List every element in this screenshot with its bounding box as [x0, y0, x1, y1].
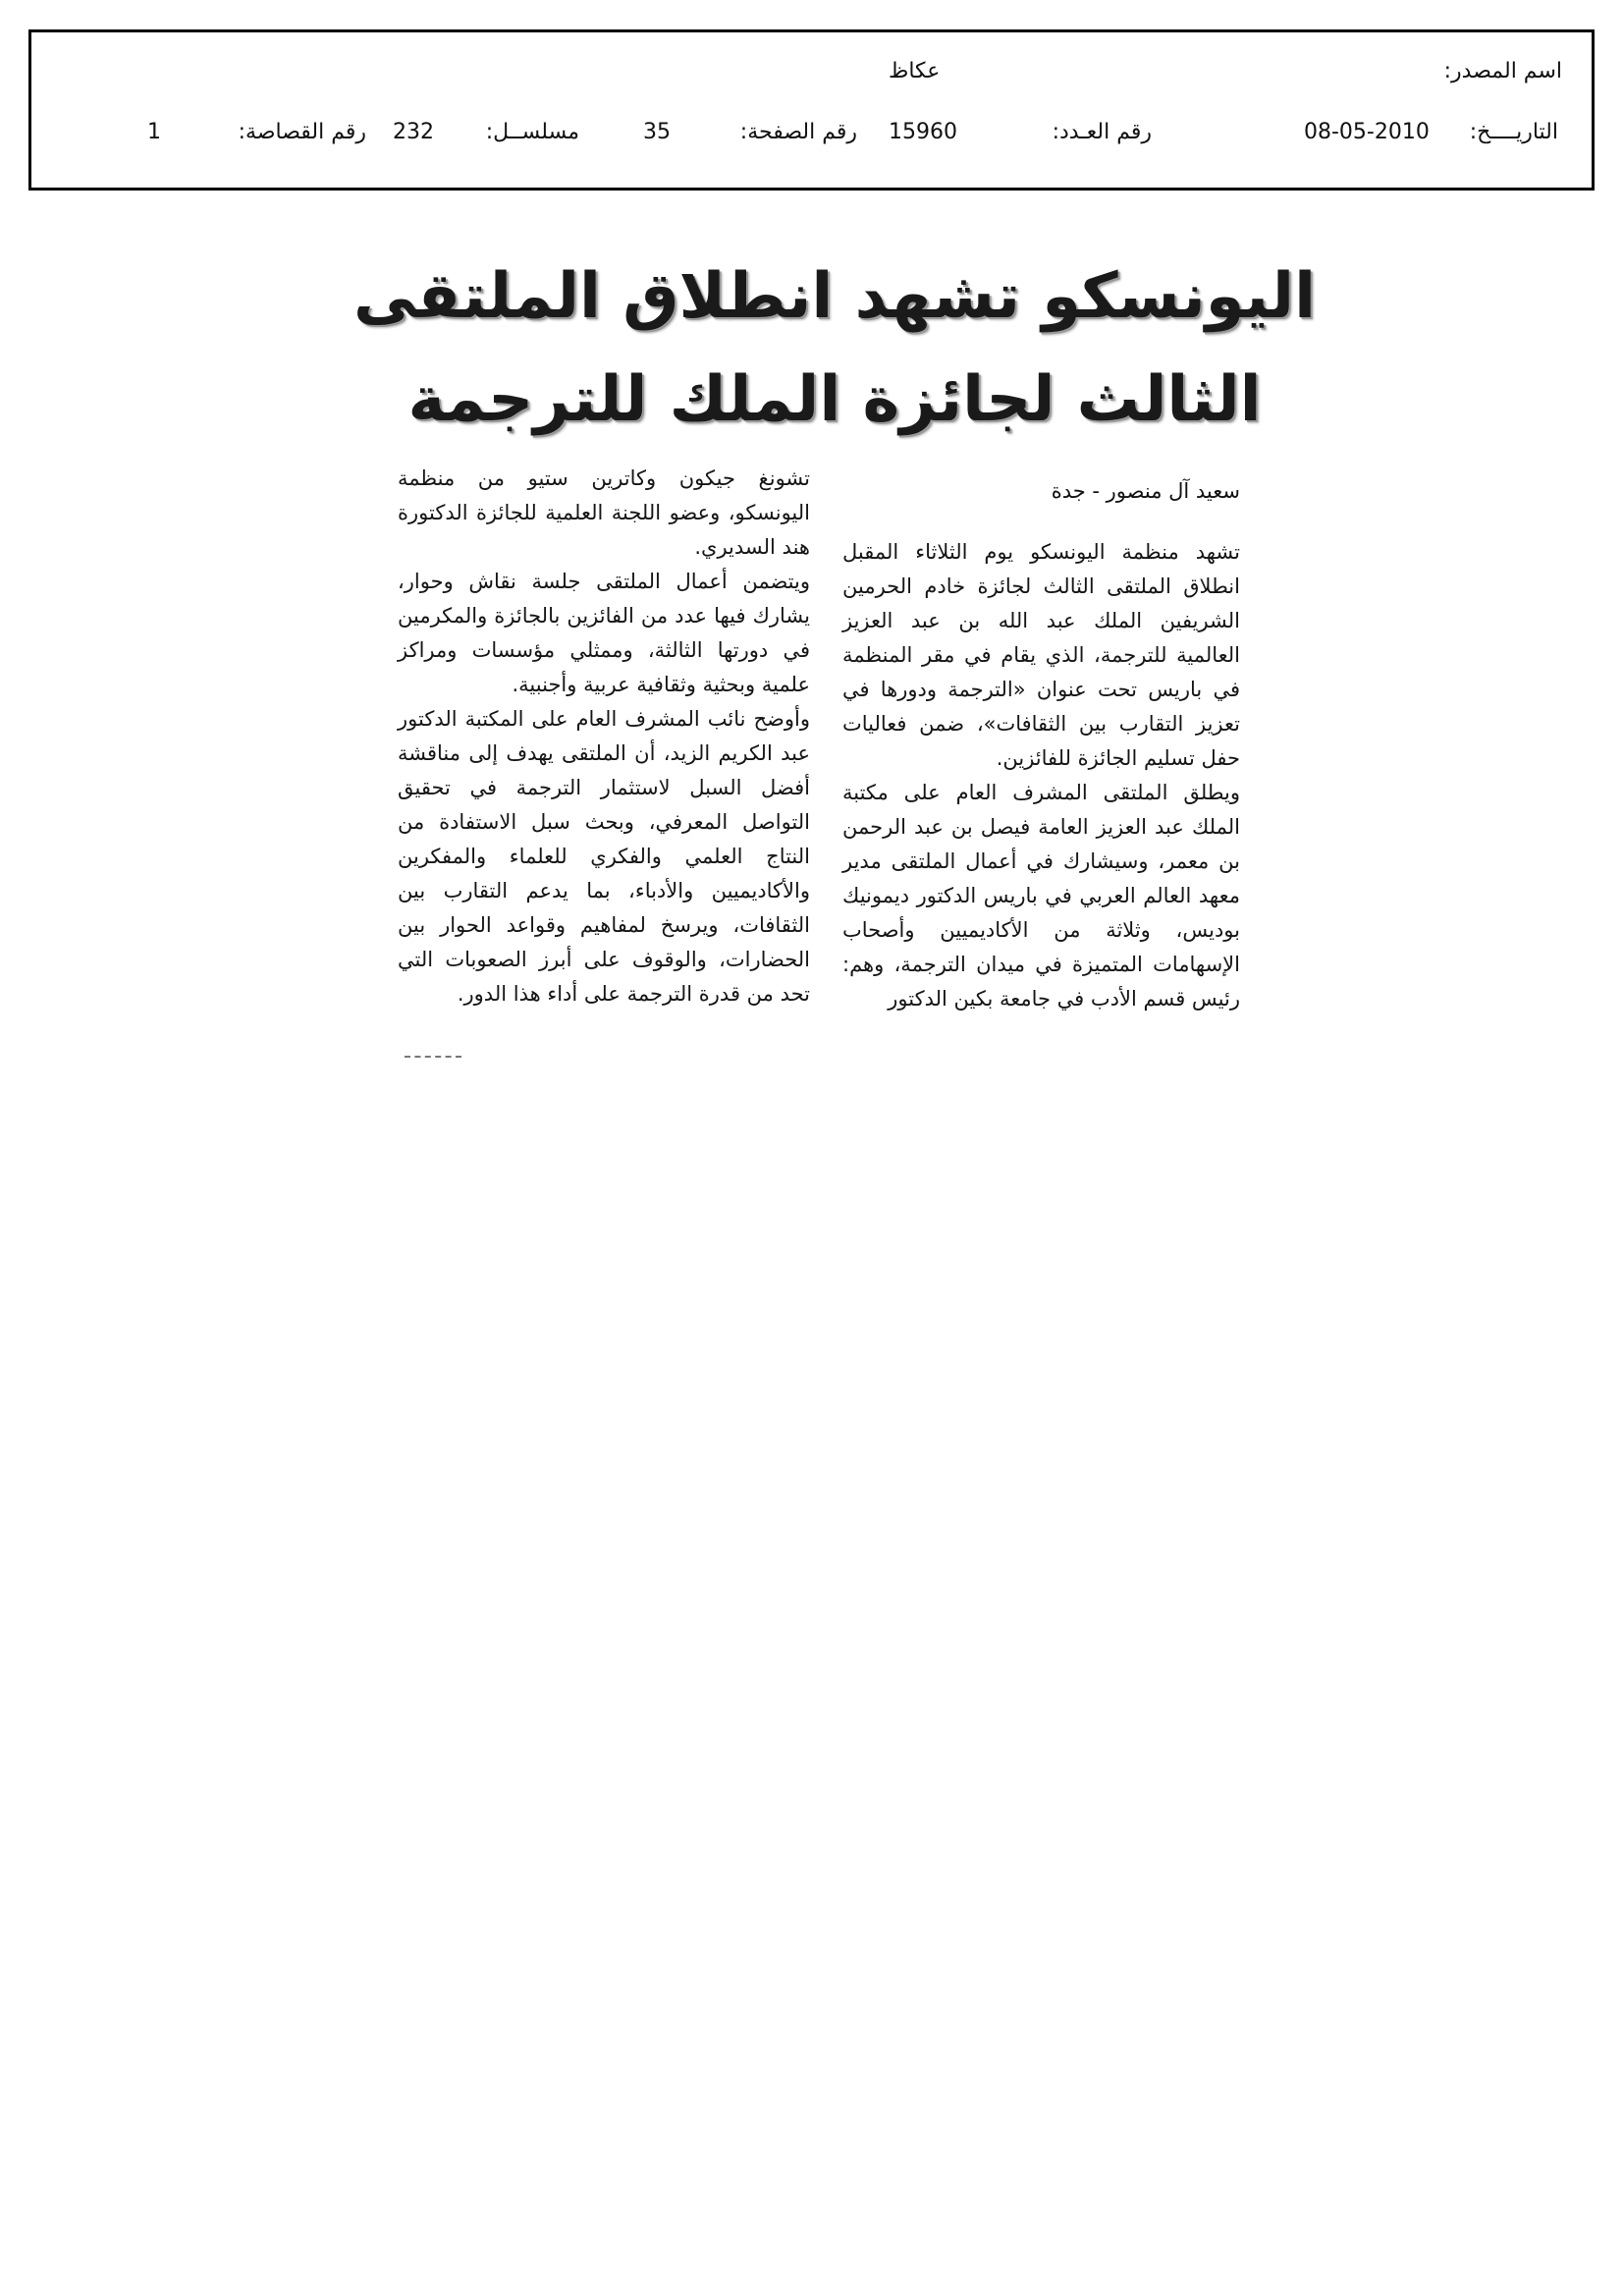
headline-line-2: الثالث لجائزة الملك للترجمة [407, 363, 1262, 436]
paragraph: وأوضح نائب المشرف العام على المكتبة الدكتور عبد الكريم الزيد، أن الملتقى يهدف إلى مناقشة أفضل السبل لاستثمار الترجمة في تحقيق التواصل المعرفي، وبحث سبل الاستفادة من النتاج العلمي والفكري للعلماء والمفكرين والأكاديميين والأدباء، بما يدعم التقارب بين الثقافات، ويرسخ لمفاهيم وقواعد الحوار بين الحضارات، والوقوف على أبرز الصعوبات التي تحد من قدرة الترجمة على أداء هذا الدور. [398, 707, 810, 1006]
clipping-header-box [28, 29, 1595, 191]
clipping-value: 1 [147, 120, 161, 144]
date-label: التاريــــخ: [1469, 120, 1558, 144]
date-value: 08-05-2010 [1304, 120, 1430, 144]
issue-value: 15960 [889, 120, 957, 144]
paragraph: ويتضمن أعمال الملتقى جلسة نقاش وحوار، يشارك فيها عدد من الفائزين بالجائزة والمكرمين في دورتها الثالثة، وممثلي مؤسسات ومراكز علمية وبحثية وثقافية عربية وأجنبية. [398, 570, 810, 696]
headline-line-1: اليونسكو تشهد انطلاق الملتقى [353, 260, 1316, 333]
article-end-mark [405, 1056, 461, 1058]
issue-label: رقم العـدد: [1052, 120, 1152, 144]
page-value: 35 [643, 120, 671, 144]
source-label: اسم المصدر: [1443, 59, 1562, 83]
source-value: عكاظ [889, 59, 941, 83]
serial-label: مسلســل: [485, 120, 579, 144]
serial-value: 232 [393, 120, 434, 144]
article-column-right [842, 535, 1240, 1016]
clipping-label: رقم القصاصة: [238, 120, 366, 144]
paragraph: تشهد منظمة اليونسكو يوم الثلاثاء المقبل انطلاق الملتقى الثالث لجائزة خادم الحرمين الشريفين الملك عبد الله بن عبد العزيز العالمية للترجمة، الذي يقام في مقر المنظمة في باريس تحت عنوان «الترجمة ودورها في تعزيز التقارب بين الثقافات»، ضمن فعاليات حفل تسليم الجائزة للفائزين. [842, 540, 1240, 770]
paragraph: ويطلق الملتقى المشرف العام على مكتبة الملك عبد العزيز العامة فيصل بن عبد الرحمن بن معمر، وسيشارك في أعمال الملتقى مدير معهد العالم العربي في باريس الدكتور ديمونيك بوديس، وثلاثة من الأكاديميين وأصحاب الإسهامات المتميزة في ميدان الترجمة، وهم: رئيس قسم الأدب في جامعة بكين الدكتور [842, 781, 1240, 1011]
page-label: رقم الصفحة: [739, 120, 857, 144]
byline: سعيد آل منصور - جدة [1051, 479, 1240, 503]
article-column-left [398, 462, 810, 1011]
paragraph: تشونغ جيكون وكاترين ستيو من منظمة اليونسكو، وعضو اللجنة العلمية للجائزة الدكتورة هند السديري. [398, 466, 810, 559]
